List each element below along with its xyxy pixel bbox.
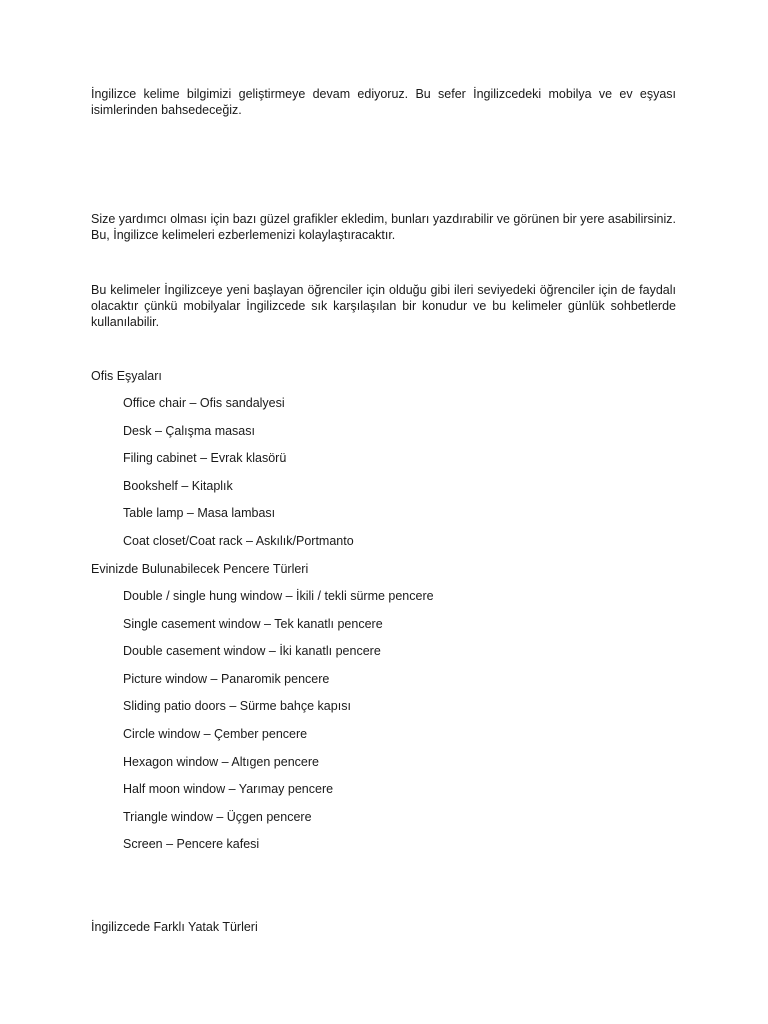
list-item: Half moon window – Yarımay pencere <box>123 782 334 797</box>
list-item: Single casement window – Tek kanatlı pencere <box>123 616 383 631</box>
list-item: Double / single hung window – İkili / tekli sürme pencere <box>123 589 434 603</box>
intro-paragraph-1: İngilizce kelime bilgimizi geliştirmeye devam ediyoruz. Bu sefer İngilizcedeki mobilya ve ev eşyası isimlerinden bahsedeceğiz. <box>91 87 676 117</box>
list-item: Hexagon window – Altıgen pencere <box>123 754 319 769</box>
section-heading-windows: Evinizde Bulunabilecek Pencere Türleri <box>91 562 309 576</box>
intro-paragraph-2: Size yardımcı olması için bazı güzel grafikler ekledim, bunları yazdırabilir ve görünen bir yere asabilirsiniz. Bu, İngilizce kelimeleri ezberlemenizi kolaylaştıracaktır. <box>91 212 676 242</box>
list-item: Circle window – Çember pencere <box>123 726 308 741</box>
list-item: Desk – Çalışma masası <box>123 423 255 438</box>
list-item: Screen – Pencere kafesi <box>123 837 260 852</box>
list-item: Coat closet/Coat rack – Askılık/Portmanto <box>123 533 354 548</box>
list-item: Double casement window – İki kanatlı pencere <box>123 644 381 659</box>
office-items-list <box>123 395 354 561</box>
list-item: Bookshelf – Kitaplık <box>123 478 233 493</box>
list-item: Picture window – Panaromik pencere <box>123 671 330 686</box>
list-item: Office chair – Ofis sandalyesi <box>123 396 285 410</box>
list-item: Sliding patio doors – Sürme bahçe kapısı <box>123 699 351 714</box>
list-item: Triangle window – Üçgen pencere <box>123 809 312 824</box>
list-item: Filing cabinet – Evrak klasörü <box>123 451 287 466</box>
list-item: Table lamp – Masa lambası <box>123 506 276 521</box>
window-types-list <box>123 588 434 864</box>
intro-paragraph-3: Bu kelimeler İngilizceye yeni başlayan öğrenciler için olduğu gibi ileri seviyedeki öğrenciler için de faydalı olacaktır çünkü mobilyalar İngilizcede sık karşılaşılan bir konudur ve bu kelimeler günlük sohbetlerde kullanılabilir. <box>91 283 676 329</box>
section-heading-beds: İngilizcede Farklı Yatak Türleri <box>91 920 258 934</box>
section-heading-office: Ofis Eşyaları <box>91 369 162 383</box>
